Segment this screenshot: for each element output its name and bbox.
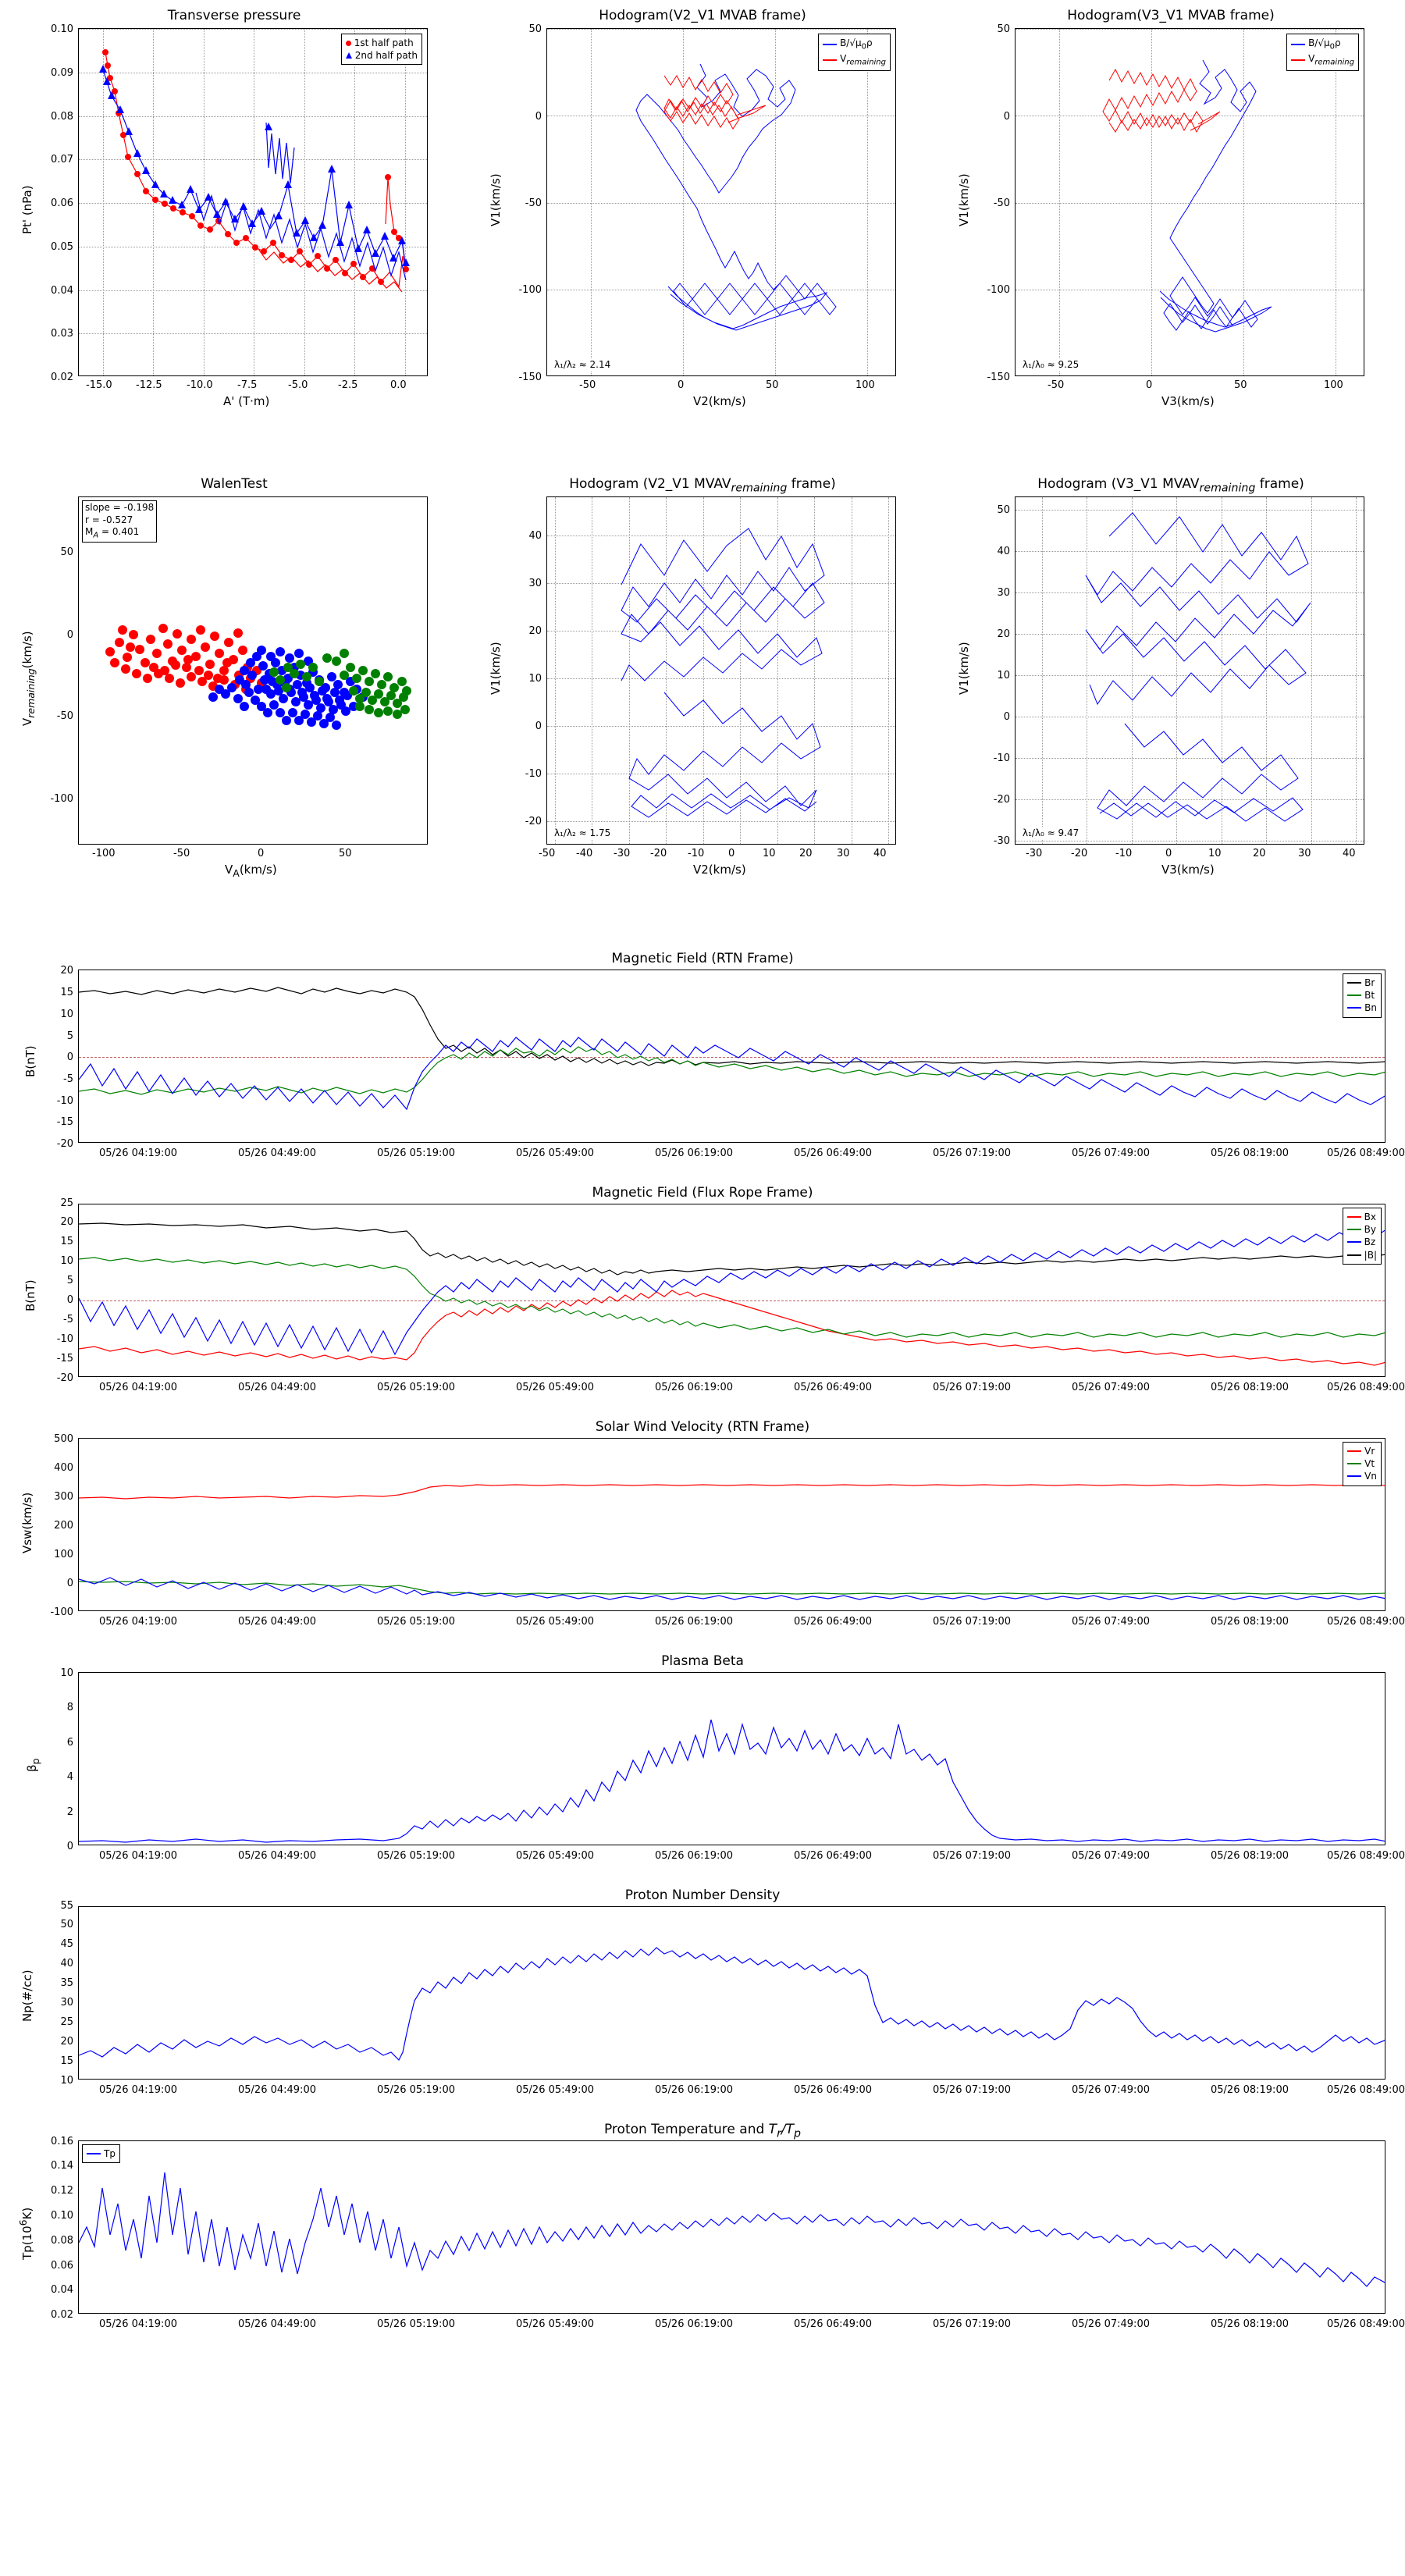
x-tick: -15.0 xyxy=(86,379,112,391)
x-tick: 05/26 04:49:00 xyxy=(238,1616,316,1628)
y-tick: 40 xyxy=(997,546,1010,557)
y-tick: 0 xyxy=(66,1841,73,1852)
y-tick: 0.03 xyxy=(51,328,73,340)
legend-label: Bz xyxy=(1364,1236,1376,1248)
plot-area xyxy=(1015,28,1364,376)
x-tick: 05/26 06:19:00 xyxy=(655,1147,733,1159)
legend-label: |B| xyxy=(1364,1249,1377,1261)
x-tick: 05/26 04:19:00 xyxy=(99,1147,177,1159)
y-axis-label: V1(km/s) xyxy=(489,173,503,226)
plot-area xyxy=(78,1438,1385,1611)
y-axis-label: B(nT) xyxy=(23,1279,37,1311)
x-axis-label: $V_A(km/s)$ xyxy=(225,863,277,879)
panel-transverse-pressure xyxy=(0,0,468,406)
x-tick: 05/26 05:19:00 xyxy=(377,2084,455,2096)
x-tick: -2.5 xyxy=(338,379,358,391)
eigenvalue-ratio-annotation: λ₁/λ₀ ≈ 9.47 xyxy=(1020,827,1081,839)
x-tick: 05/26 08:49:00 xyxy=(1327,2084,1405,2096)
y-tick: 25 xyxy=(60,2016,73,2028)
x-tick: -20 xyxy=(1071,848,1088,859)
x-tick: 100 xyxy=(855,379,875,391)
x-tick: -50 xyxy=(539,848,556,859)
y-tick: 0.06 xyxy=(51,2260,73,2272)
y-tick: 50 xyxy=(60,546,73,558)
x-tick: 05/26 06:49:00 xyxy=(794,1382,872,1393)
x-tick: 05/26 04:49:00 xyxy=(238,1382,316,1393)
y-tick: 10 xyxy=(60,2075,73,2087)
y-axis-label: V1(km/s) xyxy=(489,642,503,695)
panel-title: WalenTest xyxy=(201,476,268,492)
panel-title: Hodogram(V2_V1 MVAB frame) xyxy=(599,8,806,23)
x-tick: 05/26 04:19:00 xyxy=(99,1616,177,1628)
y-axis-label: Np(#/cc) xyxy=(20,1969,34,2022)
y-tick: 10 xyxy=(60,1255,73,1267)
plot-area xyxy=(546,496,896,845)
x-tick: 40 xyxy=(1343,848,1356,859)
y-tick: 0.07 xyxy=(51,154,73,165)
scatter-points xyxy=(79,497,428,845)
y-tick: 35 xyxy=(60,1977,73,1989)
panel-title: Hodogram (V3_V1 $MVAV_{remaining}$ frame) xyxy=(1037,476,1304,495)
plot-area xyxy=(78,1672,1385,1845)
legend-label: 2nd half path xyxy=(354,50,418,62)
x-tick: 05/26 07:49:00 xyxy=(1072,1616,1150,1628)
y-tick: 5 xyxy=(66,1275,73,1286)
x-tick: 05/26 08:49:00 xyxy=(1327,1382,1405,1393)
x-tick: 0 xyxy=(728,848,735,859)
x-tick: 05/26 04:19:00 xyxy=(99,2084,177,2096)
x-tick: 05/26 04:49:00 xyxy=(238,1850,316,1862)
x-tick: 05/26 04:49:00 xyxy=(238,2084,316,2096)
x-tick: 05/26 06:49:00 xyxy=(794,1616,872,1628)
plot-area xyxy=(78,970,1385,1143)
legend-label: Bx xyxy=(1364,1212,1377,1222)
walen-stats-box xyxy=(82,500,157,543)
x-tick: 10 xyxy=(1208,848,1222,859)
y-tick: 40 xyxy=(528,530,542,542)
x-tick: 05/26 05:19:00 xyxy=(377,1616,455,1628)
eigenvalue-ratio-annotation: λ₁/λ₂ ≈ 2.14 xyxy=(552,358,613,371)
x-tick: 05/26 05:49:00 xyxy=(516,1382,594,1393)
x-tick: 05/26 06:49:00 xyxy=(794,1147,872,1159)
legend-label: Tp xyxy=(104,2148,116,2159)
y-tick: 55 xyxy=(60,1900,73,1912)
y-tick: 50 xyxy=(528,23,542,35)
y-tick: 8 xyxy=(66,1702,73,1713)
x-tick: 0 xyxy=(1165,848,1172,859)
series-curves xyxy=(547,29,896,376)
y-tick: 50 xyxy=(60,1919,73,1930)
panel-solar-wind-velocity xyxy=(0,1413,1405,1647)
panel-title: Hodogram(V3_V1 MVAB frame) xyxy=(1067,8,1275,23)
series-curves xyxy=(79,29,428,376)
x-tick: 05/26 07:19:00 xyxy=(933,1147,1011,1159)
y-tick: 6 xyxy=(66,1737,73,1749)
x-tick: 05/26 08:49:00 xyxy=(1327,2318,1405,2330)
x-tick: 05/26 06:49:00 xyxy=(794,1850,872,1862)
plot-area xyxy=(78,496,428,845)
x-tick: 10 xyxy=(763,848,776,859)
x-tick: 20 xyxy=(799,848,813,859)
panel-magnetic-field-flux-rope xyxy=(0,1179,1405,1413)
x-tick: 05/26 07:49:00 xyxy=(1072,2084,1150,2096)
x-tick: 0 xyxy=(1146,379,1153,391)
series-curves xyxy=(79,970,1385,1143)
x-tick: 05/26 08:19:00 xyxy=(1211,1616,1289,1628)
x-tick: 30 xyxy=(1298,848,1311,859)
legend xyxy=(818,34,891,71)
y-axis-label: $V_{remaining}(km/s)$ xyxy=(20,631,37,726)
y-tick: 40 xyxy=(60,1958,73,1969)
x-tick: 05/26 05:49:00 xyxy=(516,1147,594,1159)
legend-label: By xyxy=(1364,1224,1377,1236)
panel-title: Plasma Beta xyxy=(661,1653,744,1669)
y-tick: 0.10 xyxy=(51,23,73,35)
legend xyxy=(341,34,422,65)
y-axis-label: $Tp(10^6K)$ xyxy=(17,2207,34,2260)
x-tick: 05/26 08:19:00 xyxy=(1211,1147,1289,1159)
series-curves xyxy=(1016,497,1364,845)
x-tick: 05/26 04:19:00 xyxy=(99,1382,177,1393)
x-tick: -5.0 xyxy=(288,379,308,391)
x-tick: 05/26 07:49:00 xyxy=(1072,2318,1150,2330)
x-tick: -10 xyxy=(1115,848,1133,859)
y-tick: 50 xyxy=(997,504,1010,516)
x-tick: 50 xyxy=(339,848,352,859)
x-tick: 0.0 xyxy=(390,379,407,391)
legend xyxy=(82,2144,120,2163)
y-tick: 30 xyxy=(997,587,1010,599)
legend xyxy=(1343,973,1382,1018)
y-tick: 0.10 xyxy=(51,2210,73,2222)
y-tick: -10 xyxy=(993,753,1010,764)
y-axis-label: V1(km/s) xyxy=(957,642,971,695)
plot-area xyxy=(78,2140,1385,2314)
y-tick: 0.12 xyxy=(51,2185,73,2197)
y-tick: 10 xyxy=(60,1667,73,1679)
x-tick: 05/26 07:19:00 xyxy=(933,1616,1011,1628)
panel-hodogram-v2v1-mvab xyxy=(468,0,937,406)
y-tick: -100 xyxy=(50,793,73,805)
x-axis-label: V2(km/s) xyxy=(693,863,746,877)
y-tick: -100 xyxy=(987,284,1010,296)
x-tick: -20 xyxy=(650,848,667,859)
x-tick: -10.0 xyxy=(187,379,213,391)
x-axis-label: V3(km/s) xyxy=(1161,394,1215,408)
x-tick: 05/26 05:49:00 xyxy=(516,2318,594,2330)
y-tick: 0 xyxy=(66,629,73,641)
y-tick: 500 xyxy=(54,1433,73,1445)
legend xyxy=(1286,34,1359,71)
y-tick: 2 xyxy=(66,1806,73,1818)
y-tick: -50 xyxy=(993,197,1010,209)
x-tick: -50 xyxy=(579,379,596,391)
y-tick: 15 xyxy=(60,1236,73,1247)
legend-label: Br xyxy=(1364,977,1375,988)
y-tick: -15 xyxy=(56,1353,73,1364)
series-curve xyxy=(79,2141,1385,2314)
x-tick: 100 xyxy=(1324,379,1343,391)
legend-marker-circle xyxy=(346,41,351,46)
y-tick: -100 xyxy=(50,1606,73,1618)
panel-magnetic-field-rtn xyxy=(0,945,1405,1179)
x-tick: 05/26 07:49:00 xyxy=(1072,1850,1150,1862)
panel-plasma-beta xyxy=(0,1647,1405,1881)
legend xyxy=(1343,1208,1382,1265)
x-tick: 05/26 04:49:00 xyxy=(238,1147,316,1159)
y-tick: -5 xyxy=(63,1314,73,1325)
y-tick: -50 xyxy=(56,710,73,722)
legend-label: $V_{remaining}$ xyxy=(1308,52,1354,67)
panel-title: Proton Temperature and $T_r/T_p$ xyxy=(603,2122,802,2140)
x-tick: 05/26 07:49:00 xyxy=(1072,1147,1150,1159)
y-tick: 0 xyxy=(66,1051,73,1063)
legend-label: Vt xyxy=(1364,1458,1375,1470)
x-tick: 05/26 06:19:00 xyxy=(655,1382,733,1393)
x-tick: 05/26 07:19:00 xyxy=(933,1850,1011,1862)
y-tick: 0.08 xyxy=(51,111,73,123)
x-tick: 05/26 06:19:00 xyxy=(655,2084,733,2096)
y-axis-label: $\beta_p$ xyxy=(25,1758,41,1772)
y-tick: -20 xyxy=(56,1372,73,1384)
x-tick: 05/26 08:19:00 xyxy=(1211,2084,1289,2096)
series-curves xyxy=(79,1439,1385,1611)
x-axis-label: A' (T·m) xyxy=(223,394,270,408)
legend-label: $B/√\mu_0\rho$ xyxy=(1308,37,1341,52)
panel-hodogram-v2v1-mvav xyxy=(468,468,937,877)
x-tick: 05/26 06:19:00 xyxy=(655,2318,733,2330)
y-axis-label: V1(km/s) xyxy=(957,173,971,226)
x-tick: 05/26 05:19:00 xyxy=(377,1147,455,1159)
y-tick: -150 xyxy=(518,372,542,383)
x-tick: -40 xyxy=(576,848,593,859)
x-tick: 20 xyxy=(1253,848,1266,859)
x-tick: 05/26 08:19:00 xyxy=(1211,1850,1289,1862)
y-tick: 0 xyxy=(535,111,542,123)
y-tick: 0 xyxy=(1003,711,1010,723)
series-curves xyxy=(79,1204,1385,1377)
panel-title: Transverse pressure xyxy=(167,8,301,23)
series-curve xyxy=(79,1673,1385,1845)
x-axis-label: V2(km/s) xyxy=(693,394,746,408)
y-tick: 20 xyxy=(997,628,1010,640)
y-tick: 200 xyxy=(54,1520,73,1532)
y-tick: 50 xyxy=(997,23,1010,35)
y-tick: 4 xyxy=(66,1771,73,1783)
legend-label: Bt xyxy=(1364,990,1375,1002)
x-tick: -100 xyxy=(92,848,116,859)
y-tick: 15 xyxy=(60,2055,73,2067)
eigenvalue-ratio-annotation: λ₁/λ₀ ≈ 9.25 xyxy=(1020,358,1081,371)
x-tick: 05/26 06:49:00 xyxy=(794,2318,872,2330)
y-tick: 10 xyxy=(997,670,1010,681)
y-tick: 5 xyxy=(66,1030,73,1042)
plot-area xyxy=(78,28,428,376)
y-tick: -30 xyxy=(993,835,1010,847)
x-tick: 05/26 08:49:00 xyxy=(1327,1147,1405,1159)
y-tick: 0 xyxy=(66,1294,73,1306)
y-tick: 0 xyxy=(535,720,542,732)
panel-hodogram-v3v1-mvab xyxy=(937,0,1405,406)
y-tick: -10 xyxy=(525,768,542,780)
y-tick: 0.16 xyxy=(51,2136,73,2147)
x-tick: -30 xyxy=(1026,848,1043,859)
panel-title: Hodogram (V2_V1 $MVAV_{remaining}$ frame) xyxy=(569,476,836,495)
plot-area xyxy=(78,1204,1385,1377)
y-tick: 0 xyxy=(1003,111,1010,123)
plot-area xyxy=(78,1906,1385,2080)
y-tick: -20 xyxy=(56,1138,73,1150)
y-tick: 25 xyxy=(60,1197,73,1209)
y-tick: -100 xyxy=(518,284,542,296)
legend-label: Bn xyxy=(1364,1002,1377,1014)
x-tick: -10 xyxy=(688,848,705,859)
plot-area xyxy=(1015,496,1364,845)
y-tick: 0 xyxy=(66,1578,73,1589)
y-tick: 400 xyxy=(54,1462,73,1474)
y-tick: 0.02 xyxy=(51,2309,73,2321)
x-axis-label: V3(km/s) xyxy=(1161,863,1215,877)
x-tick: 05/26 07:19:00 xyxy=(933,1382,1011,1393)
y-tick: -20 xyxy=(525,816,542,827)
x-tick: 05/26 05:19:00 xyxy=(377,1382,455,1393)
x-tick: 05/26 08:19:00 xyxy=(1211,2318,1289,2330)
x-tick: 05/26 04:19:00 xyxy=(99,1850,177,1862)
y-tick: 20 xyxy=(60,965,73,977)
panel-hodogram-v3v1-mvav xyxy=(937,468,1405,877)
y-tick: 0.08 xyxy=(51,2235,73,2247)
y-tick: 100 xyxy=(54,1549,73,1560)
x-tick: 05/26 05:49:00 xyxy=(516,2084,594,2096)
panel-proton-temperature xyxy=(0,2115,1405,2350)
x-tick: 0 xyxy=(258,848,265,859)
legend-label: $V_{remaining}$ xyxy=(840,52,886,67)
x-tick: -30 xyxy=(614,848,631,859)
legend-label: 1st half path xyxy=(354,37,414,48)
x-tick: 30 xyxy=(837,848,850,859)
x-tick: 05/26 07:19:00 xyxy=(933,2318,1011,2330)
y-tick: 300 xyxy=(54,1491,73,1503)
y-tick: 45 xyxy=(60,1938,73,1950)
x-tick: 0 xyxy=(678,379,685,391)
x-tick: 50 xyxy=(766,379,779,391)
legend-marker-triangle xyxy=(346,52,352,59)
y-tick: 20 xyxy=(60,1216,73,1228)
x-tick: -7.5 xyxy=(237,379,258,391)
y-tick: -10 xyxy=(56,1095,73,1107)
y-tick: -150 xyxy=(987,372,1010,383)
y-tick: -5 xyxy=(63,1073,73,1085)
panel-walen-test xyxy=(0,468,468,879)
x-tick: 05/26 08:19:00 xyxy=(1211,1382,1289,1393)
legend-label: Vr xyxy=(1364,1446,1375,1457)
y-axis-label: Pt' (nPa) xyxy=(20,185,34,234)
x-tick: 05/26 07:49:00 xyxy=(1072,1382,1150,1393)
walen-r: r = -0.527 xyxy=(85,514,133,525)
x-tick: 05/26 06:49:00 xyxy=(794,2084,872,2096)
plot-area xyxy=(546,28,896,376)
panel-title: Magnetic Field (RTN Frame) xyxy=(611,951,794,966)
legend-label: Vn xyxy=(1364,1471,1377,1482)
x-tick: 05/26 07:19:00 xyxy=(933,2084,1011,2096)
y-axis-label: B(nT) xyxy=(23,1045,37,1077)
y-tick: 0.09 xyxy=(51,67,73,79)
y-tick: 10 xyxy=(528,673,542,685)
panel-proton-number-density xyxy=(0,1881,1405,2115)
y-tick: 0.05 xyxy=(51,241,73,253)
panel-title: Solar Wind Velocity (RTN Frame) xyxy=(595,1419,810,1435)
x-tick: 05/26 05:49:00 xyxy=(516,1616,594,1628)
y-axis-label: Vsw(km/s) xyxy=(20,1492,34,1553)
x-tick: 05/26 08:49:00 xyxy=(1327,1850,1405,1862)
x-tick: 05/26 04:19:00 xyxy=(99,2318,177,2330)
x-tick: 40 xyxy=(873,848,887,859)
y-tick: 20 xyxy=(528,625,542,637)
legend-label: $B/√\mu_0\rho$ xyxy=(840,37,873,52)
legend xyxy=(1343,1442,1382,1486)
y-tick: 0.04 xyxy=(51,2284,73,2296)
series-curve xyxy=(79,1907,1385,2080)
y-tick: 0.06 xyxy=(51,197,73,209)
y-tick: 0.14 xyxy=(51,2160,73,2172)
y-tick: 30 xyxy=(60,1997,73,2008)
x-tick: -50 xyxy=(1048,379,1065,391)
y-tick: -15 xyxy=(56,1116,73,1128)
y-tick: -50 xyxy=(525,197,542,209)
x-tick: -50 xyxy=(173,848,190,859)
walen-ma: $M_A = 0.401$ xyxy=(85,526,140,540)
x-tick: 05/26 05:49:00 xyxy=(516,1850,594,1862)
y-tick: -20 xyxy=(993,794,1010,806)
x-tick: 05/26 06:19:00 xyxy=(655,1850,733,1862)
y-tick: 10 xyxy=(60,1009,73,1020)
y-tick: -10 xyxy=(56,1333,73,1345)
x-tick: 05/26 08:49:00 xyxy=(1327,1616,1405,1628)
x-tick: 05/26 05:19:00 xyxy=(377,1850,455,1862)
eigenvalue-ratio-annotation: λ₁/λ₂ ≈ 1.75 xyxy=(552,827,613,839)
x-tick: 50 xyxy=(1234,379,1247,391)
y-tick: 0.02 xyxy=(51,372,73,383)
walen-slope: slope = -0.198 xyxy=(85,502,155,513)
series-curves xyxy=(547,497,896,845)
y-tick: 0.04 xyxy=(51,285,73,297)
y-tick: 30 xyxy=(528,578,542,589)
y-tick: 15 xyxy=(60,987,73,998)
panel-title: Proton Number Density xyxy=(624,1888,781,1903)
x-tick: -12.5 xyxy=(136,379,162,391)
series-curves xyxy=(1016,29,1364,376)
panel-title: Magnetic Field (Flux Rope Frame) xyxy=(592,1185,813,1201)
x-tick: 05/26 04:49:00 xyxy=(238,2318,316,2330)
y-tick: 20 xyxy=(60,2036,73,2048)
x-tick: 05/26 05:19:00 xyxy=(377,2318,455,2330)
x-tick: 05/26 06:19:00 xyxy=(655,1616,733,1628)
